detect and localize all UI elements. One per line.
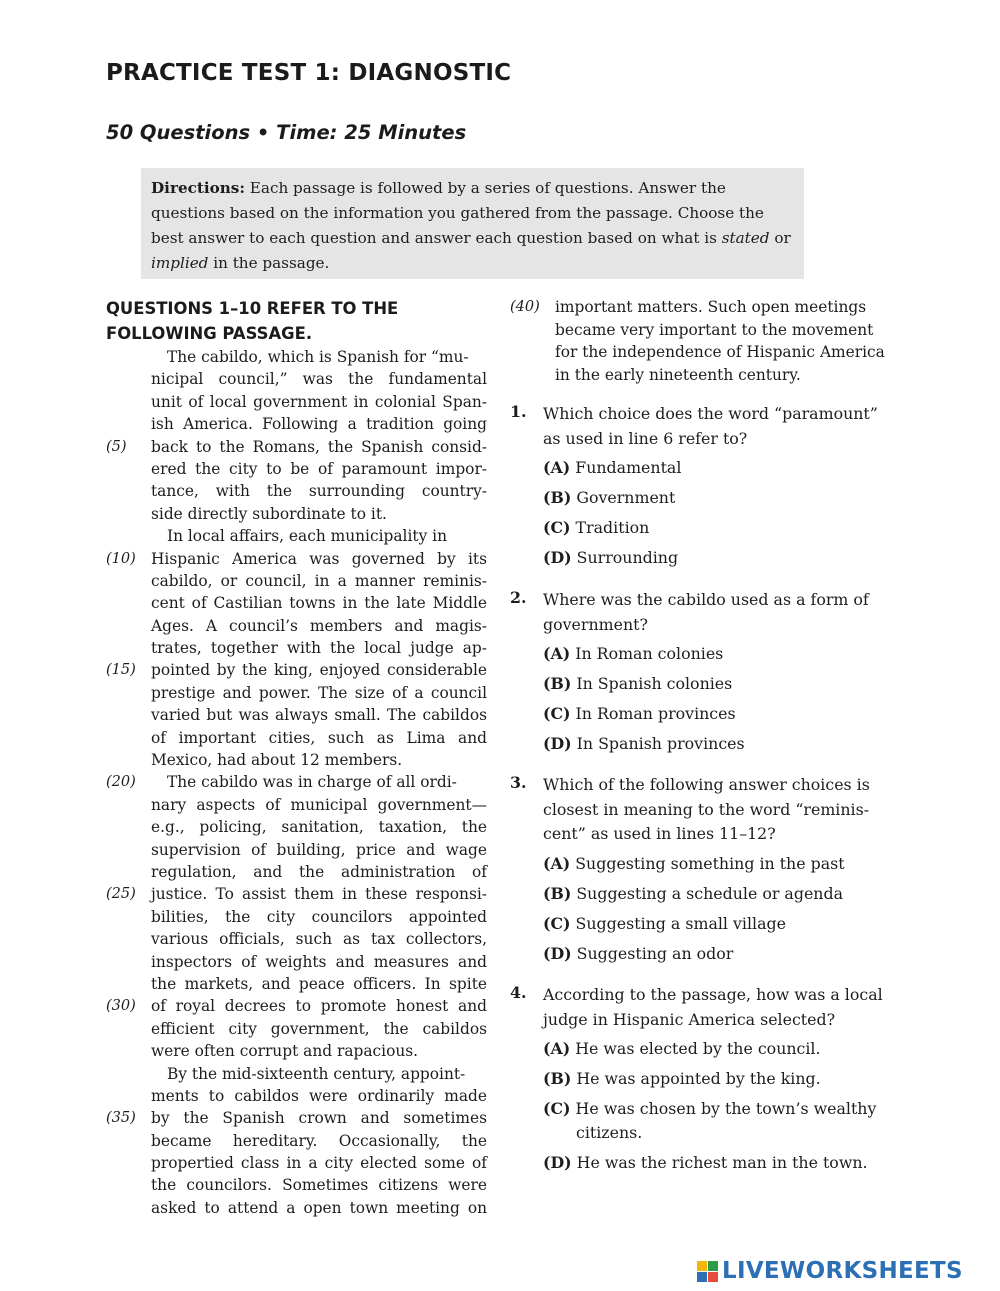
passage-line	[106, 749, 496, 771]
answer-option-c[interactable]	[543, 912, 900, 942]
passage-line	[106, 458, 487, 480]
answer-option-a[interactable]	[543, 642, 900, 672]
passage-line-text: varied but was always small. The cabildos	[151, 706, 487, 725]
passage-line	[106, 548, 487, 570]
option-text: Suggesting a small village	[570, 913, 786, 933]
option-text: He was appointed by the king.	[571, 1069, 821, 1088]
passage-line	[510, 364, 895, 387]
passage-right-column	[510, 296, 895, 386]
passage-line	[106, 704, 487, 726]
passage-line	[106, 346, 496, 368]
passage-line	[106, 951, 487, 973]
question-4	[510, 983, 900, 1181]
option-label: (D)	[543, 1153, 572, 1172]
option-text: In Spanish provinces	[571, 734, 745, 753]
answer-option-c[interactable]	[543, 702, 900, 732]
answer-option-c[interactable]	[543, 1097, 900, 1151]
directions-label: Directions:	[151, 179, 245, 197]
directions-tail: in the passage.	[208, 254, 330, 272]
question-number: 4.	[510, 983, 527, 1002]
passage-line	[106, 480, 487, 502]
option-label: (C)	[543, 704, 571, 723]
passage-line-text: pointed by the king, enjoyed considerable	[151, 661, 487, 680]
option-text: He was chosen by the town’s wealthy citizens.	[570, 1099, 877, 1142]
option-label: (A)	[543, 644, 571, 663]
option-label: (B)	[543, 674, 572, 693]
option-label: (C)	[543, 518, 571, 537]
passage-line-text: side directly subordinate to it.	[151, 504, 387, 523]
passage-line-text: Hispanic America was governed by its	[151, 549, 487, 568]
answer-option-b[interactable]	[543, 1067, 900, 1097]
line-number: (10)	[106, 550, 136, 567]
passage-line	[106, 1197, 487, 1219]
option-text: Suggesting something in the past	[570, 853, 845, 873]
option-text: Surrounding	[571, 548, 679, 567]
option-text: Suggesting a schedule or agenda	[571, 883, 844, 903]
answer-option-a[interactable]	[543, 852, 900, 882]
passage-line	[106, 1018, 487, 1040]
passage-line-text: cabildo, or council, in a manner reminis-	[151, 571, 487, 590]
passage-line	[106, 1063, 496, 1085]
answer-option-b[interactable]	[543, 882, 900, 912]
passage-line	[106, 682, 487, 704]
answer-options	[543, 852, 900, 972]
passage-line	[106, 1130, 487, 1152]
passage-line	[106, 973, 487, 995]
option-text: Government	[571, 488, 676, 507]
passage-line	[106, 816, 487, 838]
question-3	[510, 773, 900, 972]
option-text: Fundamental	[570, 458, 682, 477]
passage-line-text: bilities, the city councilors appointed	[151, 907, 487, 926]
line-number: (5)	[106, 438, 127, 455]
directions-or: or	[769, 229, 791, 247]
answer-option-a[interactable]	[543, 456, 900, 486]
passage-line-text: efficient city government, the cabildos	[151, 1019, 487, 1038]
passage-line-text: e.g., policing, sanitation, taxation, the	[151, 818, 487, 837]
page-title: PRACTICE TEST 1: DIAGNOSTIC	[106, 60, 512, 86]
passage-line	[106, 771, 496, 793]
passage-line-text: cent of Castilian towns in the late Middle	[151, 594, 487, 613]
passage-line	[106, 637, 487, 659]
passage-line	[106, 861, 487, 883]
passage-line	[106, 659, 487, 681]
passage-line-text: asked to attend a open town meeting on	[151, 1198, 487, 1217]
option-label: (A)	[543, 458, 571, 477]
passage-line-text: Ages. A council’s members and magis-	[151, 616, 487, 635]
question-text: According to the passage, how was a local judge in Hispanic America selected?	[543, 985, 883, 1029]
question-1	[510, 402, 900, 576]
question-text: Where was the cabildo used as a form of government?	[543, 590, 869, 634]
line-number: (20)	[106, 774, 136, 791]
passage-line	[106, 1107, 487, 1129]
option-label: (B)	[543, 488, 572, 507]
option-label: (C)	[543, 1099, 571, 1118]
passage-heading: QUESTIONS 1–10 REFER TO THE FOLLOWING PASSAGE.	[106, 299, 399, 343]
passage-line	[106, 839, 487, 861]
passage-line-text: inspectors of weights and measures and	[151, 952, 487, 971]
liveworksheets-logo	[697, 1256, 963, 1286]
question-number: 2.	[510, 588, 527, 607]
passage-line-text: the councilors. Sometimes citizens were	[151, 1176, 487, 1195]
option-label: (A)	[543, 853, 571, 873]
passage-line-text: regulation, and the administration of	[151, 862, 487, 881]
line-number: (40)	[510, 299, 540, 315]
passage-line-text: ered the city to be of paramount impor-	[151, 459, 487, 478]
line-number: (35)	[106, 1110, 136, 1127]
option-label: (D)	[543, 548, 572, 567]
line-number: (25)	[106, 886, 136, 903]
passage-line	[510, 341, 895, 364]
question-text: Which choice does the word “paramount” as used in line 6 refer to?	[543, 404, 878, 448]
option-text: In Roman provinces	[570, 704, 736, 723]
passage-line-text: Mexico, had about 12 members.	[151, 751, 403, 770]
answer-option-d[interactable]	[543, 546, 900, 576]
passage-line	[106, 995, 487, 1017]
passage-line-text: nary aspects of municipal government—	[151, 795, 487, 814]
passage-left-column	[106, 346, 496, 1219]
passage-line-text: nicipal council,” was the fundamental	[151, 370, 487, 389]
passage-line-text: the markets, and peace officers. In spite	[151, 974, 487, 993]
directions-stated: stated	[721, 229, 770, 247]
line-number: (30)	[106, 998, 136, 1015]
option-label: (B)	[543, 883, 572, 903]
passage-line-text: propertied class in a city elected some of	[151, 1154, 487, 1173]
answer-option-b[interactable]	[543, 672, 900, 702]
passage-line-text: The cabildo, which is Spanish for “mu-	[167, 348, 469, 366]
option-label: (D)	[543, 943, 572, 963]
passage-line	[510, 296, 895, 319]
directions-implied: implied	[151, 254, 209, 272]
answer-option-a[interactable]	[543, 1037, 900, 1067]
directions-box	[141, 168, 804, 279]
question-text: Which of the following answer choices is closest in meaning to the word “reminis-cent” as used in lines 11–12?	[543, 775, 870, 843]
passage-line	[106, 1174, 487, 1196]
passage-line-text: of royal decrees to promote honest and	[151, 997, 487, 1016]
test-subtitle: 50 Questions • Time: 25 Minutes	[106, 121, 467, 144]
passage-line-text: ments to cabildos were ordinarily made	[151, 1086, 487, 1105]
passage-line-text: by the Spanish crown and sometimes	[151, 1109, 487, 1128]
passage-line-text: The cabildo was in charge of all ordi-	[167, 773, 457, 792]
passage-line	[106, 1040, 496, 1062]
passage-line-text: trates, together with the local judge ap-	[151, 639, 487, 658]
passage-line-text: for the independence of Hispanic America	[555, 343, 885, 362]
passage-line	[106, 928, 487, 950]
line-number: (15)	[106, 662, 136, 679]
passage-line	[106, 615, 487, 637]
option-label: (D)	[543, 734, 572, 753]
passage-line-text: unit of local government in colonial Span-	[151, 392, 487, 411]
option-label: (B)	[543, 1069, 572, 1088]
logo-text: LIVEWORKSHEETS	[722, 1258, 963, 1284]
passage-line-text: justice. To assist them in these responsi-	[151, 885, 487, 904]
passage-line	[510, 319, 895, 342]
passage-line-text: various officials, such as tax collectors,	[151, 930, 487, 949]
option-text: Tradition	[570, 518, 650, 537]
passage-line-text: became hereditary. Occasionally, the	[151, 1131, 487, 1150]
passage-line-text: supervision of building, price and wage	[151, 840, 487, 859]
option-text: He was elected by the council.	[570, 1039, 821, 1058]
answer-option-b[interactable]	[543, 486, 900, 516]
answer-option-c[interactable]	[543, 516, 900, 546]
answer-options	[543, 456, 900, 576]
passage-line	[106, 391, 487, 413]
option-text: He was the richest man in the town.	[571, 1153, 868, 1172]
answer-option-d[interactable]	[543, 942, 900, 972]
passage-line-text: back to the Romans, the Spanish consid-	[151, 437, 487, 456]
answer-options	[543, 642, 900, 762]
question-2	[510, 588, 900, 762]
passage-line-text: were often corrupt and rapacious.	[151, 1042, 419, 1061]
passage-line-text: In local affairs, each municipality in	[167, 527, 447, 546]
passage-line	[106, 794, 487, 816]
passage-line	[106, 525, 496, 547]
answer-option-d[interactable]	[543, 732, 900, 762]
option-label: (C)	[543, 913, 571, 933]
passage-line-text: became very important to the movement	[555, 320, 874, 339]
logo-grid-icon	[697, 1261, 718, 1282]
passage-line	[106, 592, 487, 614]
passage-line-text: in the early nineteenth century.	[555, 365, 801, 384]
answer-options	[543, 1037, 900, 1181]
option-text: Suggesting an odor	[571, 943, 734, 963]
question-number: 3.	[510, 773, 527, 792]
passage-line	[106, 1152, 487, 1174]
question-number: 1.	[510, 402, 527, 421]
passage-line	[106, 1085, 487, 1107]
answer-option-d[interactable]	[543, 1151, 900, 1181]
passage-line-text: tance, with the surrounding country-	[151, 482, 487, 501]
option-text: In Spanish colonies	[571, 674, 733, 693]
directions-text: Each passage is followed by a series of questions. Answer the questions based on the information you gathered from the passage. Choose the best answer to each question and answer each question based on what is	[151, 179, 764, 247]
passage-line-text: By the mid-sixteenth century, appoint-	[167, 1064, 466, 1083]
option-label: (A)	[543, 1039, 571, 1058]
passage-line	[106, 570, 487, 592]
passage-line-text: prestige and power. The size of a council	[151, 683, 487, 702]
passage-line	[106, 727, 487, 749]
passage-line	[106, 413, 487, 435]
passage-line-text: ish America. Following a tradition going	[151, 415, 487, 434]
passage-line	[106, 436, 487, 458]
option-text: In Roman colonies	[570, 644, 724, 663]
passage-line-text: of important cities, such as Lima and	[151, 728, 487, 747]
passage-line	[106, 906, 487, 928]
passage-line	[106, 503, 496, 525]
passage-line	[106, 883, 487, 905]
passage-line-text: important matters. Such open meetings	[555, 298, 867, 316]
passage-line	[106, 368, 487, 390]
